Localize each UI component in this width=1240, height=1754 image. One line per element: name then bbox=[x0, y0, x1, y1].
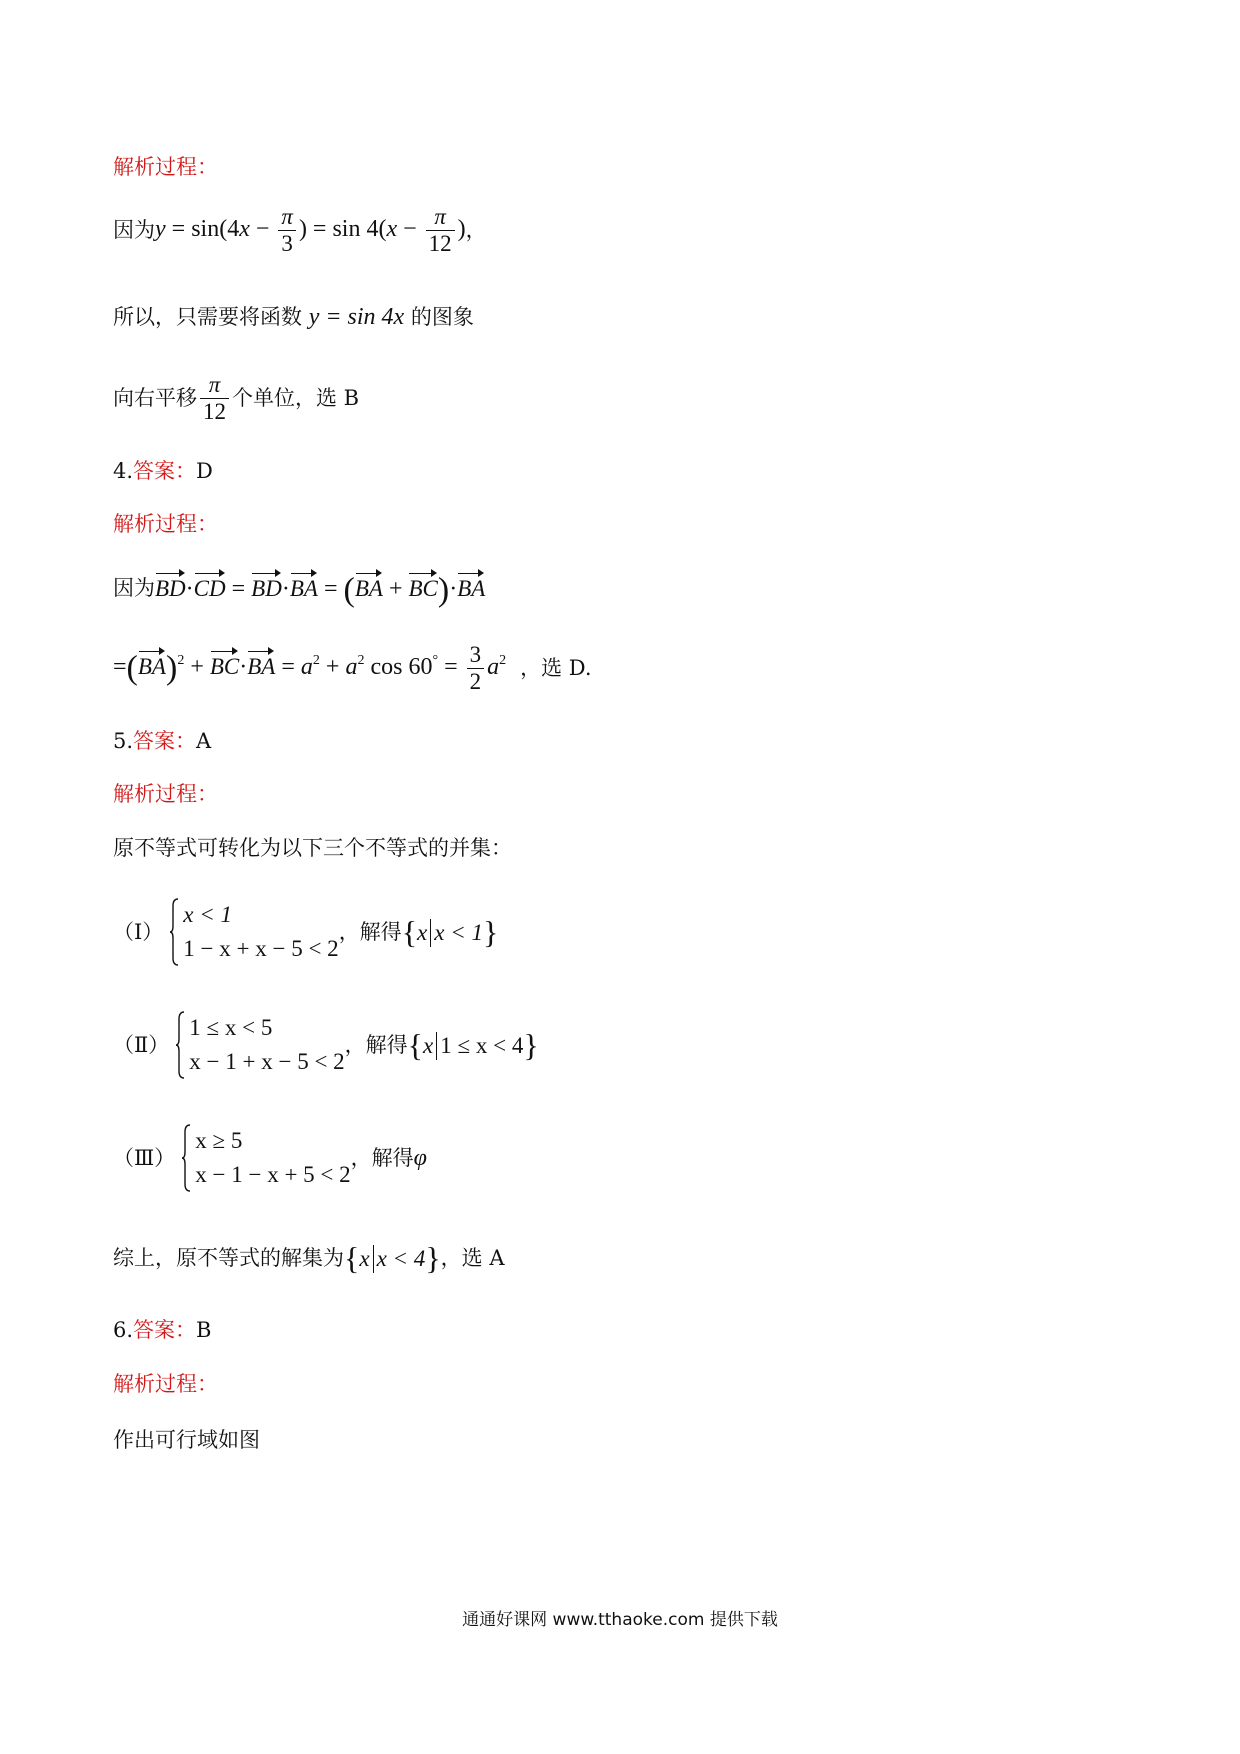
q5-case1-set: {x x < 1} bbox=[401, 913, 499, 950]
q5-case3: （Ⅲ） x ≥ 5 x − 1 − x + 5 < 2 ，解得 φ bbox=[113, 1120, 427, 1196]
left-brace-icon bbox=[175, 1011, 185, 1079]
q5-case2-set: {x 1 ≤ x < 4} bbox=[407, 1026, 539, 1063]
q5-answer-line: 5.答案：A bbox=[113, 729, 212, 753]
jiexi-label-q6: 解析过程： bbox=[113, 1372, 218, 1396]
q6-text: 作出可行域如图 bbox=[113, 1428, 260, 1452]
q3-frac-pi-3: $\frac{\pi}{3}$ bbox=[278, 204, 296, 257]
q3-shift-frac: $\frac{\pi}{12}$ bbox=[200, 372, 229, 425]
q5-summary-set: {x x < 4} bbox=[344, 1239, 441, 1276]
q5-case2-system: 1 ≤ x < 5 x − 1 + x − 5 < 2 bbox=[175, 1011, 344, 1079]
jiexi-label-q3: 解析过程： bbox=[113, 155, 218, 179]
q3-equation-line: 因为 y = sin(4x − $\frac{\pi}{3}$ ) = sin 4(x − $\frac{\pi}{12}$ ) ， bbox=[113, 203, 487, 256]
q3-line2: 所以，只需要将函数 y = sin 4x 的图象 bbox=[113, 304, 474, 330]
q4-answer-line: 4.答案：D bbox=[113, 459, 213, 483]
q5-case1: （Ⅰ） x < 1 1 − x + x − 5 < 2 ，解得 {x x < 1} bbox=[113, 894, 498, 970]
q3-equation: y = sin(4x − $\frac{\pi}{3}$ ) = sin 4(x − $\frac{\pi}{12}$ ) bbox=[155, 203, 466, 256]
jiexi-label-q4: 解析过程： bbox=[113, 512, 218, 536]
q3-line3: 向右平移 $\frac{\pi}{12}$ 个单位，选 B bbox=[113, 371, 360, 424]
q3-because: 因为 bbox=[113, 218, 155, 242]
left-brace-icon bbox=[169, 898, 179, 966]
jiexi-label-q5: 解析过程： bbox=[113, 782, 218, 806]
q3-func: y = sin 4x bbox=[308, 304, 405, 330]
q4-equation-line2: $=(BA)^2 + BC\cdot BA = a^2 + a^2$ cos 60° = $\frac{3}{2}$ $a^2$ ，选 D. bbox=[113, 641, 592, 694]
q5-empty-set: φ bbox=[413, 1145, 427, 1171]
left-brace-icon bbox=[181, 1124, 191, 1192]
q6-answer-line: 6.答案：B bbox=[113, 1318, 212, 1342]
q5-intro: 原不等式可转化为以下三个不等式的并集： bbox=[113, 836, 512, 860]
q5-case2: （Ⅱ） 1 ≤ x < 5 x − 1 + x − 5 < 2 ，解得 {x 1 ≤ x < 4} bbox=[113, 1007, 539, 1083]
q4-frac-3-2: $\frac{3}{2}$ bbox=[467, 642, 485, 695]
q4-equation-line1: 因为 BD·CD = BD·BA = (BA + BC)·BA bbox=[113, 571, 486, 609]
page-footer: 通通好课网 www.tthaoke.com 提供下载 bbox=[462, 1610, 778, 1630]
q5-case3-system: x ≥ 5 x − 1 − x + 5 < 2 bbox=[181, 1124, 350, 1192]
q5-case1-system: x < 1 1 − x + x − 5 < 2 bbox=[169, 898, 338, 966]
q5-summary: 综上，原不等式的解集为 {x x < 4} ，选 A bbox=[113, 1239, 505, 1276]
q3-frac-pi-12: $\frac{\pi}{12}$ bbox=[426, 204, 455, 257]
